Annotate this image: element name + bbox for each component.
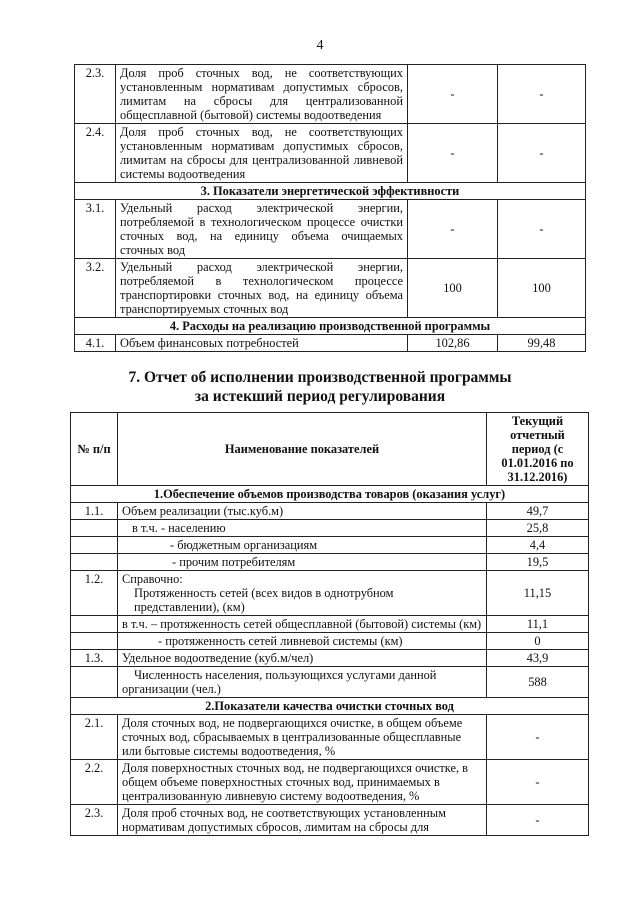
- row-value: 4,4: [487, 537, 589, 554]
- section-7-title-line2: за истекший период регулирования: [194, 388, 446, 405]
- row-num: 2.3.: [75, 65, 116, 124]
- row-name: - бюджетным организациям: [118, 537, 487, 554]
- table-row: [75, 65, 586, 124]
- row-value-1: -: [408, 124, 498, 183]
- row-name: Доля проб сточных вод, не соответствующих установленным нормативам допустимых сбросов, лимитам на сбросы для: [118, 805, 487, 836]
- row-value-2: -: [498, 124, 586, 183]
- row-name: - прочим потребителям: [118, 554, 487, 571]
- header-period: Текущий отчетный период (с 01.01.2016 по 31.12.2016): [487, 413, 589, 486]
- section-row: [75, 318, 586, 335]
- row-name: в т.ч. – протяженность сетей общесплавной (бытовой) системы (км): [118, 616, 487, 633]
- row-name: - протяженность сетей ливневой системы (км): [118, 633, 487, 650]
- section-row: [71, 698, 589, 715]
- row-num: 2.3.: [71, 805, 118, 836]
- row-value-2: 99,48: [498, 335, 586, 352]
- section-title: 2.Показатели качества очистки сточных вод: [71, 698, 589, 715]
- row-num: 2.1.: [71, 715, 118, 760]
- row-name: Доля сточных вод, не подвергающихся очистке, в общем объеме сточных вод, сбрасываемых в централизованные общесплавные или бытовые системы водоотведения, %: [118, 715, 487, 760]
- table-row: [75, 259, 586, 318]
- section-row: [75, 183, 586, 200]
- table-row: [71, 616, 589, 633]
- row-num: [71, 520, 118, 537]
- row-value: 25,8: [487, 520, 589, 537]
- row-num: 1.3.: [71, 650, 118, 667]
- row-value: 49,7: [487, 503, 589, 520]
- header-name: Наименование показателей: [118, 413, 487, 486]
- section-7-heading: [0, 368, 640, 406]
- row-num: 3.2.: [75, 259, 116, 318]
- row-value-1: -: [408, 65, 498, 124]
- row-value-1: -: [408, 200, 498, 259]
- indicators-table-continued: [74, 64, 586, 352]
- row-value-1: 102,86: [408, 335, 498, 352]
- row-num: 1.2.: [71, 571, 118, 616]
- row-name-line1: Справочно:: [122, 572, 183, 586]
- section-row: [71, 486, 589, 503]
- section-7-title-line1: 7. Отчет об исполнении производственной программы: [128, 369, 512, 386]
- row-name: Удельный расход электрической энергии, потребляемой в технологическом процессе транспортировки сточных вод, на единицу объема транспортируемых сточных вод: [116, 259, 408, 318]
- table-row: [75, 124, 586, 183]
- row-num: [71, 616, 118, 633]
- table-row: [71, 715, 589, 760]
- row-name-line2: Протяженность сетей (всех видов в однотрубном представлении), (км): [134, 586, 394, 614]
- section-title: 4. Расходы на реализацию производственной программы: [75, 318, 586, 335]
- row-num: [71, 554, 118, 571]
- row-value: 19,5: [487, 554, 589, 571]
- row-name: Доля проб сточных вод, не соответствующих установленным нормативам допустимых сбросов, лимитам на сбросы для централизованной ливневой системы водоотведения: [116, 124, 408, 183]
- row-name: Объем реализации (тыс.куб.м): [118, 503, 487, 520]
- table-row: [71, 571, 589, 616]
- row-num: [71, 667, 118, 698]
- table-row: [75, 335, 586, 352]
- row-num: 2.2.: [71, 760, 118, 805]
- row-num: [71, 633, 118, 650]
- row-value-2: -: [498, 200, 586, 259]
- row-name: в т.ч. - населению: [118, 520, 487, 537]
- row-value: 11,15: [487, 571, 589, 616]
- table-row: [71, 520, 589, 537]
- table-row: [71, 554, 589, 571]
- row-num: 1.1.: [71, 503, 118, 520]
- table-row: [71, 650, 589, 667]
- row-name: [118, 571, 487, 616]
- execution-report-table: [70, 412, 589, 836]
- row-value: 43,9: [487, 650, 589, 667]
- row-value: -: [487, 805, 589, 836]
- table-row: [71, 667, 589, 698]
- table-row: [71, 503, 589, 520]
- table-header-row: [71, 413, 589, 486]
- row-value: 11,1: [487, 616, 589, 633]
- table-row: [71, 805, 589, 836]
- row-num: [71, 537, 118, 554]
- row-name: Удельное водоотведение (куб.м/чел): [118, 650, 487, 667]
- table-row: [71, 633, 589, 650]
- section-title: 1.Обеспечение объемов производства товаров (оказания услуг): [71, 486, 589, 503]
- row-name: Объем финансовых потребностей: [116, 335, 408, 352]
- row-value-1: 100: [408, 259, 498, 318]
- row-num: 2.4.: [75, 124, 116, 183]
- row-num: 3.1.: [75, 200, 116, 259]
- row-value-2: -: [498, 65, 586, 124]
- row-name: Численность населения, пользующихся услугами данной организации (чел.): [118, 667, 487, 698]
- row-value-2: 100: [498, 259, 586, 318]
- row-name: Доля поверхностных сточных вод, не подвергающихся очистке, в общем объеме поверхностных сточных вод, принимаемых в централизованную ливневую систему водоотведения, %: [118, 760, 487, 805]
- page-number: 4: [316, 38, 324, 53]
- row-value: 0: [487, 633, 589, 650]
- row-name: Доля проб сточных вод, не соответствующих установленным нормативам допустимых сбросов, лимитам на сбросы для централизованной общесплавной (бытовой) системы водоотведения: [116, 65, 408, 124]
- header-num: № п/п: [71, 413, 118, 486]
- table-row: [71, 760, 589, 805]
- row-num: 4.1.: [75, 335, 116, 352]
- table-row: [75, 200, 586, 259]
- row-value: -: [487, 760, 589, 805]
- row-name: Удельный расход электрической энергии, потребляемой в технологическом процессе очистки сточных вод, на единицу объема очищаемых сточных вод: [116, 200, 408, 259]
- table-row: [71, 537, 589, 554]
- section-title: 3. Показатели энергетической эффективности: [75, 183, 586, 200]
- row-value: 588: [487, 667, 589, 698]
- row-value: -: [487, 715, 589, 760]
